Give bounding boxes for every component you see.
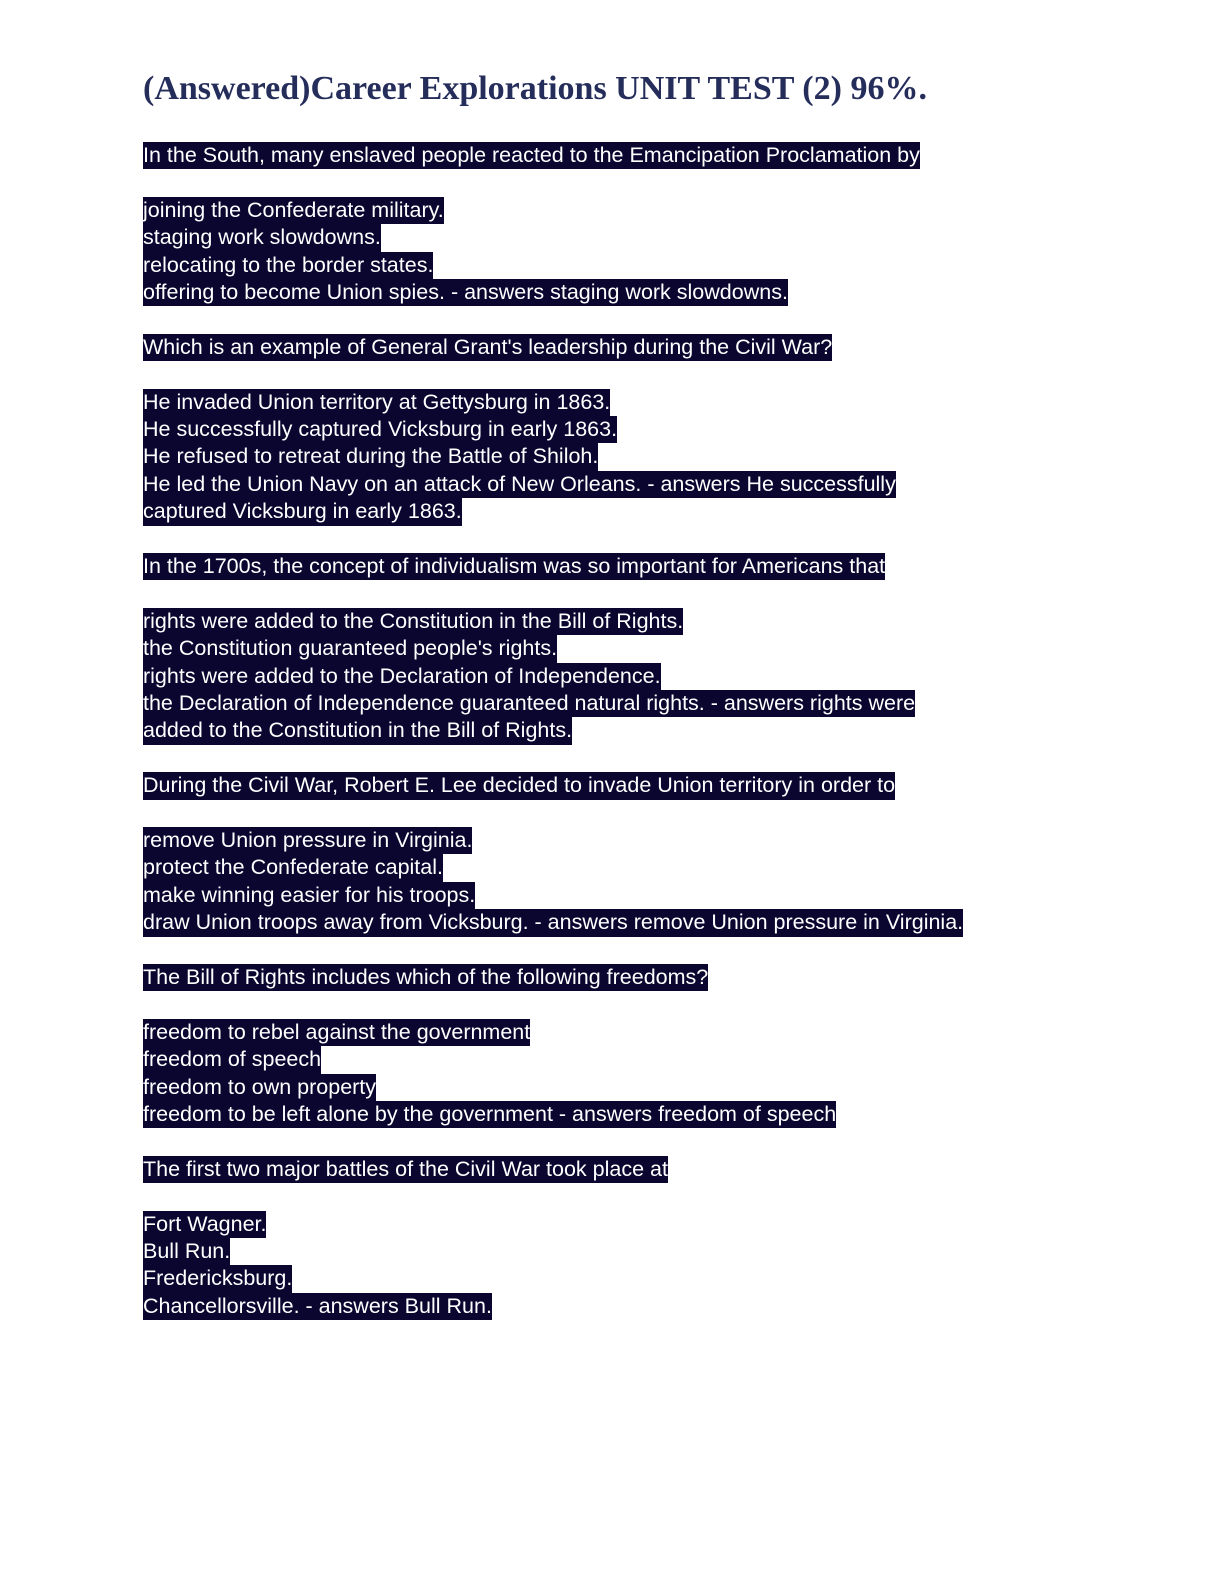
answer-option: the Constitution guaranteed people's rights. xyxy=(143,635,557,662)
question-text: Which is an example of General Grant's leadership during the Civil War? xyxy=(143,334,832,361)
answer-option: joining the Confederate military. xyxy=(143,197,444,224)
question-text: During the Civil War, Robert E. Lee decided to invade Union territory in order to xyxy=(143,772,895,799)
answer-option: protect the Confederate capital. xyxy=(143,854,443,881)
answer-option: rights were added to the Declaration of Independence. xyxy=(143,663,661,690)
answer-option: He refused to retreat during the Battle of Shiloh. xyxy=(143,443,598,470)
document-title: (Answered)Career Explorations UNIT TEST (2) 96%. xyxy=(143,70,927,107)
answer-option: He successfully captured Vicksburg in early 1863. xyxy=(143,416,617,443)
answer-option: Bull Run. xyxy=(143,1238,230,1265)
answer-option: added to the Constitution in the Bill of Rights. xyxy=(143,717,572,744)
answer-option: remove Union pressure in Virginia. xyxy=(143,827,472,854)
document-body xyxy=(143,142,963,1348)
question-text: In the South, many enslaved people reacted to the Emancipation Proclamation by xyxy=(143,142,920,169)
answer-option: rights were added to the Constitution in the Bill of Rights. xyxy=(143,608,683,635)
question-text: The Bill of Rights includes which of the following freedoms? xyxy=(143,964,708,991)
answer-option: relocating to the border states. xyxy=(143,252,433,279)
question-block xyxy=(143,334,963,553)
answer-option: Fredericksburg. xyxy=(143,1265,292,1292)
question-block xyxy=(143,553,963,772)
answer-option: the Declaration of Independence guaranteed natural rights. - answers rights were xyxy=(143,690,915,717)
question-block xyxy=(143,964,963,1156)
answer-option: draw Union troops away from Vicksburg. - answers remove Union pressure in Virginia. xyxy=(143,909,963,936)
answer-option: freedom to be left alone by the government - answers freedom of speech xyxy=(143,1101,836,1128)
answer-option: Chancellorsville. - answers Bull Run. xyxy=(143,1293,492,1320)
answer-option: make winning easier for his troops. xyxy=(143,882,475,909)
answer-option: offering to become Union spies. - answers staging work slowdowns. xyxy=(143,279,788,306)
answer-option: captured Vicksburg in early 1863. xyxy=(143,498,462,525)
answer-option: He led the Union Navy on an attack of New Orleans. - answers He successfully xyxy=(143,471,896,498)
answer-option: freedom of speech xyxy=(143,1046,321,1073)
answer-option: freedom to own property xyxy=(143,1074,376,1101)
question-text: The first two major battles of the Civil War took place at xyxy=(143,1156,668,1183)
answer-option: staging work slowdowns. xyxy=(143,224,381,251)
question-block xyxy=(143,772,963,964)
question-block xyxy=(143,142,963,334)
answer-option: freedom to rebel against the government xyxy=(143,1019,530,1046)
answer-option: Fort Wagner. xyxy=(143,1211,266,1238)
question-block xyxy=(143,1156,963,1348)
question-text: In the 1700s, the concept of individualism was so important for Americans that xyxy=(143,553,885,580)
answer-option: He invaded Union territory at Gettysburg in 1863. xyxy=(143,389,610,416)
